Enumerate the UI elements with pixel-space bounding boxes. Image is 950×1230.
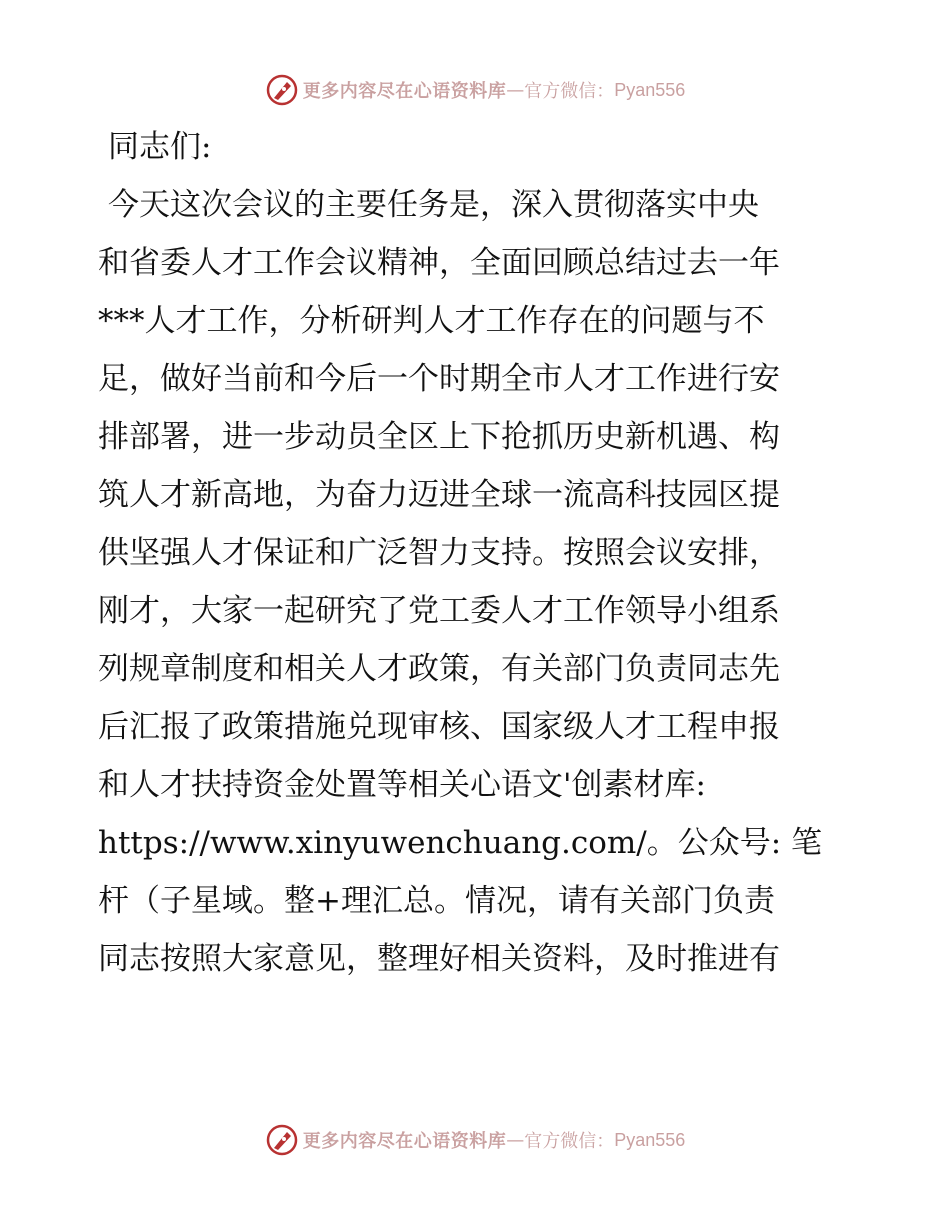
banner-separator: — [506, 1129, 525, 1151]
paragraph-line: 列规章制度和相关人才政策，有关部门负责同志先 [98, 651, 780, 687]
banner-wechat-label: 官方微信： [524, 81, 615, 102]
paragraph-line: 杆（子星域。整+理汇总。情况，请有关部门负责 [98, 883, 775, 919]
banner-wechat-id: Pyan556 [614, 1129, 686, 1150]
paragraph-line: https://www.xinyuwenchuang.com/。公众号: 笔 [98, 825, 823, 861]
pen-nib-logo-icon [265, 73, 299, 107]
paragraph-line: 后汇报了政策措施兑现审核、国家级人才工程申报 [98, 709, 780, 745]
paragraph-line: 今天这次会议的主要任务是，深入贯彻落实中央 [108, 187, 759, 223]
paragraph-line: 供坚强人才保证和广泛智力支持。按照会议安排， [98, 535, 780, 571]
salutation: 同志们: [108, 129, 212, 165]
pen-nib-logo-icon [265, 1123, 299, 1157]
banner-library-text: 更多内容尽在心语资料库 [302, 81, 507, 102]
paragraph-line: 刚才，大家一起研究了党工委人才工作领导小组系 [98, 593, 780, 629]
paragraph [98, 176, 858, 988]
paragraph-line: 筑人才新高地，为奋力迈进全球一流高科技园区提 [98, 477, 780, 513]
paragraph-line: ***人才工作，分析研判人才工作存在的问题与不 [98, 303, 765, 339]
document-body [98, 118, 858, 988]
banner-wechat-id: Pyan556 [614, 79, 686, 100]
banner-wechat-label: 官方微信： [524, 1131, 615, 1152]
footer-banner [0, 1120, 950, 1160]
paragraph-line: 和人才扶持资金处置等相关心语文'创素材库: [98, 767, 706, 803]
paragraph-line: 排部署，进一步动员全区上下抢抓历史新机遇、构 [98, 419, 780, 455]
banner-separator: — [506, 79, 525, 101]
paragraph-line: 同志按照大家意见，整理好相关资料，及时推进有 [98, 941, 780, 977]
banner-library-text: 更多内容尽在心语资料库 [302, 1131, 507, 1152]
paragraph-line: 和省委人才工作会议精神，全面回顾总结过去一年 [98, 245, 780, 281]
paragraph-line: 足，做好当前和今后一个时期全市人才工作进行安 [98, 361, 780, 397]
header-banner [0, 70, 950, 110]
